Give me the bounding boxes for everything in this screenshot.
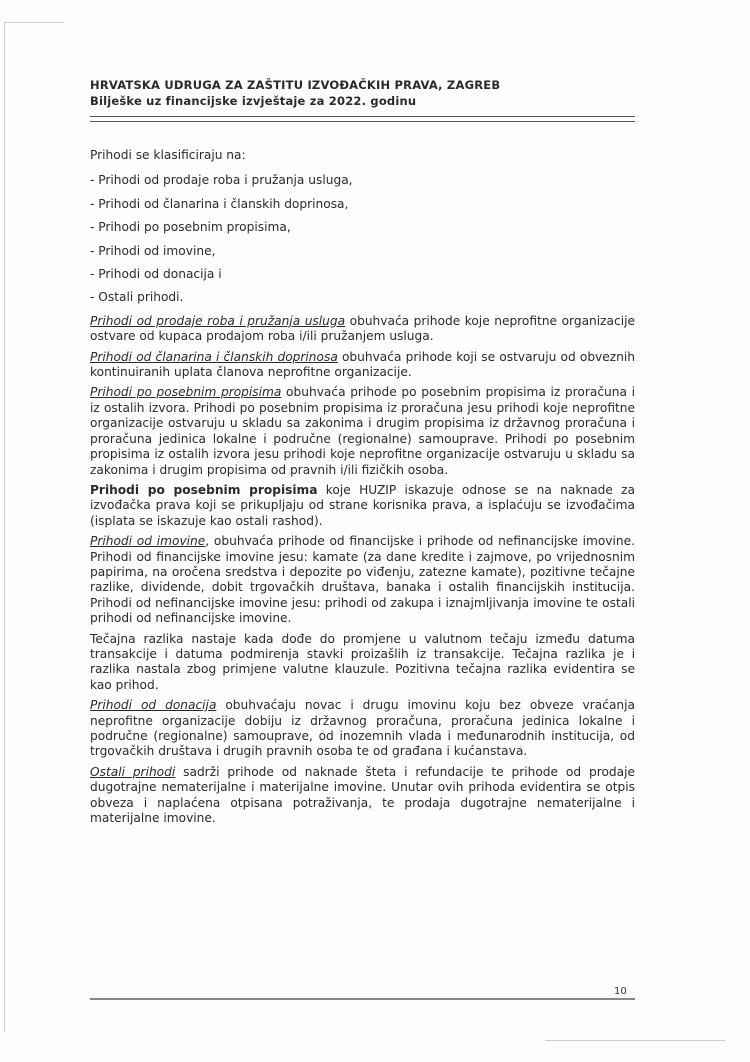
term: Prihodi po posebnim propisima [90,385,282,400]
organization-name: HRVATSKA UDRUGA ZA ZAŠTITU IZVOĐAČKIH PRAVA, ZAGREB [90,78,501,92]
paragraph-text: obuhvaća prihode po posebnim propisima iz proračuna i iz ostalih izvora. Prihodi po posebnim propisima iz proračuna jesu prihodi koje neprofitne organizacije ostvaruju u skladu sa zakonima i drugim propisima iz državnog proračuna i proračuna jedinica lokalne i područne (regionalne) samouprave. Prihodi po posebnim propisima iz ostalih izvora jesu prihodi koje neprofitne organizacije ostvaruju u skladu sa zakonima i drugim propisima od pravnih i/ili fizičkih osoba. [90,385,635,477]
paragraph-text: obuhvaća prihode koje neprofitne organizacije ostvare od kupaca prodajom roba i/ili pružanjem usluga. [90,313,635,344]
term: Prihodi od prodaje roba i pružanja usluga [90,313,346,328]
paragraph-other-income [90,765,635,827]
paragraph-special-regulations [90,385,635,477]
term-bold: Prihodi po posebnim propisima [90,482,318,497]
term: Ostali prihodi [90,764,176,779]
term: Prihodi od donacija [90,698,217,713]
paragraph-membership-income [90,350,635,381]
paragraph-text: sadrži prihode od naknade šteta i refundacije te prihode od prodaje dugotrajne nematerijalne i materijalne imovine. Unutar ovih prihoda evidentira se otpis obveza i naplaćena otpisana potraživanja, te prodaja dugotrajne nematerijalne i materijalne imovine. [90,764,635,826]
paragraph-text: , obuhvaća prihode od financijske i prihode od nefinancijske imovine. Prihodi od financijske imovine jesu: kamate (za dane kredite i zajmove, po vrijednosnim papirima, na oročena sredstva i depozite po viđenju, zatezne kamate), pozitivne tečajne razlike, dividende, dobit trgovačkih društava, banaka i ostalih financijskih institucija. Prihodi od nefinancijske imovine jesu: prihodi od zakupa i iznajmljivanja imovine te ostali prihodi od nefinancijske imovine. [90,534,636,626]
paragraph-property-income [90,534,635,626]
income-category-list [90,173,635,305]
paragraph-text: koje HUZIP iskazuje odnose se na naknade za izvođačka prava koji se prikupljaju od strane korisnika prava, a isplaćuju se izvođačima (isplata se iskazuje kao ostali rashod). [90,482,635,528]
paragraph-exchange-difference: Tečajna razlika nastaje kada dođe do promjene u valutnom tečaju između datuma transakcije i datuma podmirenja stavki proizašlih iz transakcije. Tečajna razlika je i razlika nastala zbog primjene valutne klauzule. Pozitivna tečajna razlika evidentira se kao prihod. [90,631,635,692]
page-number: 10 [614,986,627,997]
document-body [90,148,635,831]
paragraph-text: obuhvaća prihode koji se ostvaruju od obveznih kontinuiranih uplata članova neprofitne organizacije. [90,349,635,380]
intro-text: Prihodi se klasificiraju na: [90,148,246,162]
list-item: - Prihodi od članarina i članskih doprinosa, [90,196,349,211]
document-subtitle: Bilješke uz financijske izvještaje za 2022. godinu [90,94,417,108]
document-header [90,78,635,108]
footer-rule [90,998,635,1000]
scan-edge [4,22,64,23]
list-item: - Prihodi od imovine, [90,243,216,258]
scan-edge [545,1040,725,1041]
paragraph-donations [90,698,635,760]
term: Prihodi od imovine [90,534,206,549]
scan-edge [4,22,5,1032]
term: Prihodi od članarina i članskih doprinosa [90,349,338,364]
list-item: - Ostali prihodi. [90,290,184,305]
paragraph-huzip-income [90,483,635,529]
header-rule [90,116,635,122]
paragraph-sales-income [90,314,635,345]
list-item: - Prihodi od donacija i [90,267,222,282]
list-item: - Prihodi po posebnim propisima, [90,220,291,235]
paragraph-text: obuhvaćaju novac i drugu imovinu koju bez obveze vraćanja neprofitne organizacije dobiju iz državnog proračuna, proračuna jedinica lokalne i područne (regionalne) samouprave, od inozemnih vlada i međunarodnih institucija, od trgovačkih društava i drugih pravnih osoba te od građana i kućanstava. [90,698,636,759]
list-item: - Prihodi od prodaje roba i pružanja usluga, [90,173,353,188]
